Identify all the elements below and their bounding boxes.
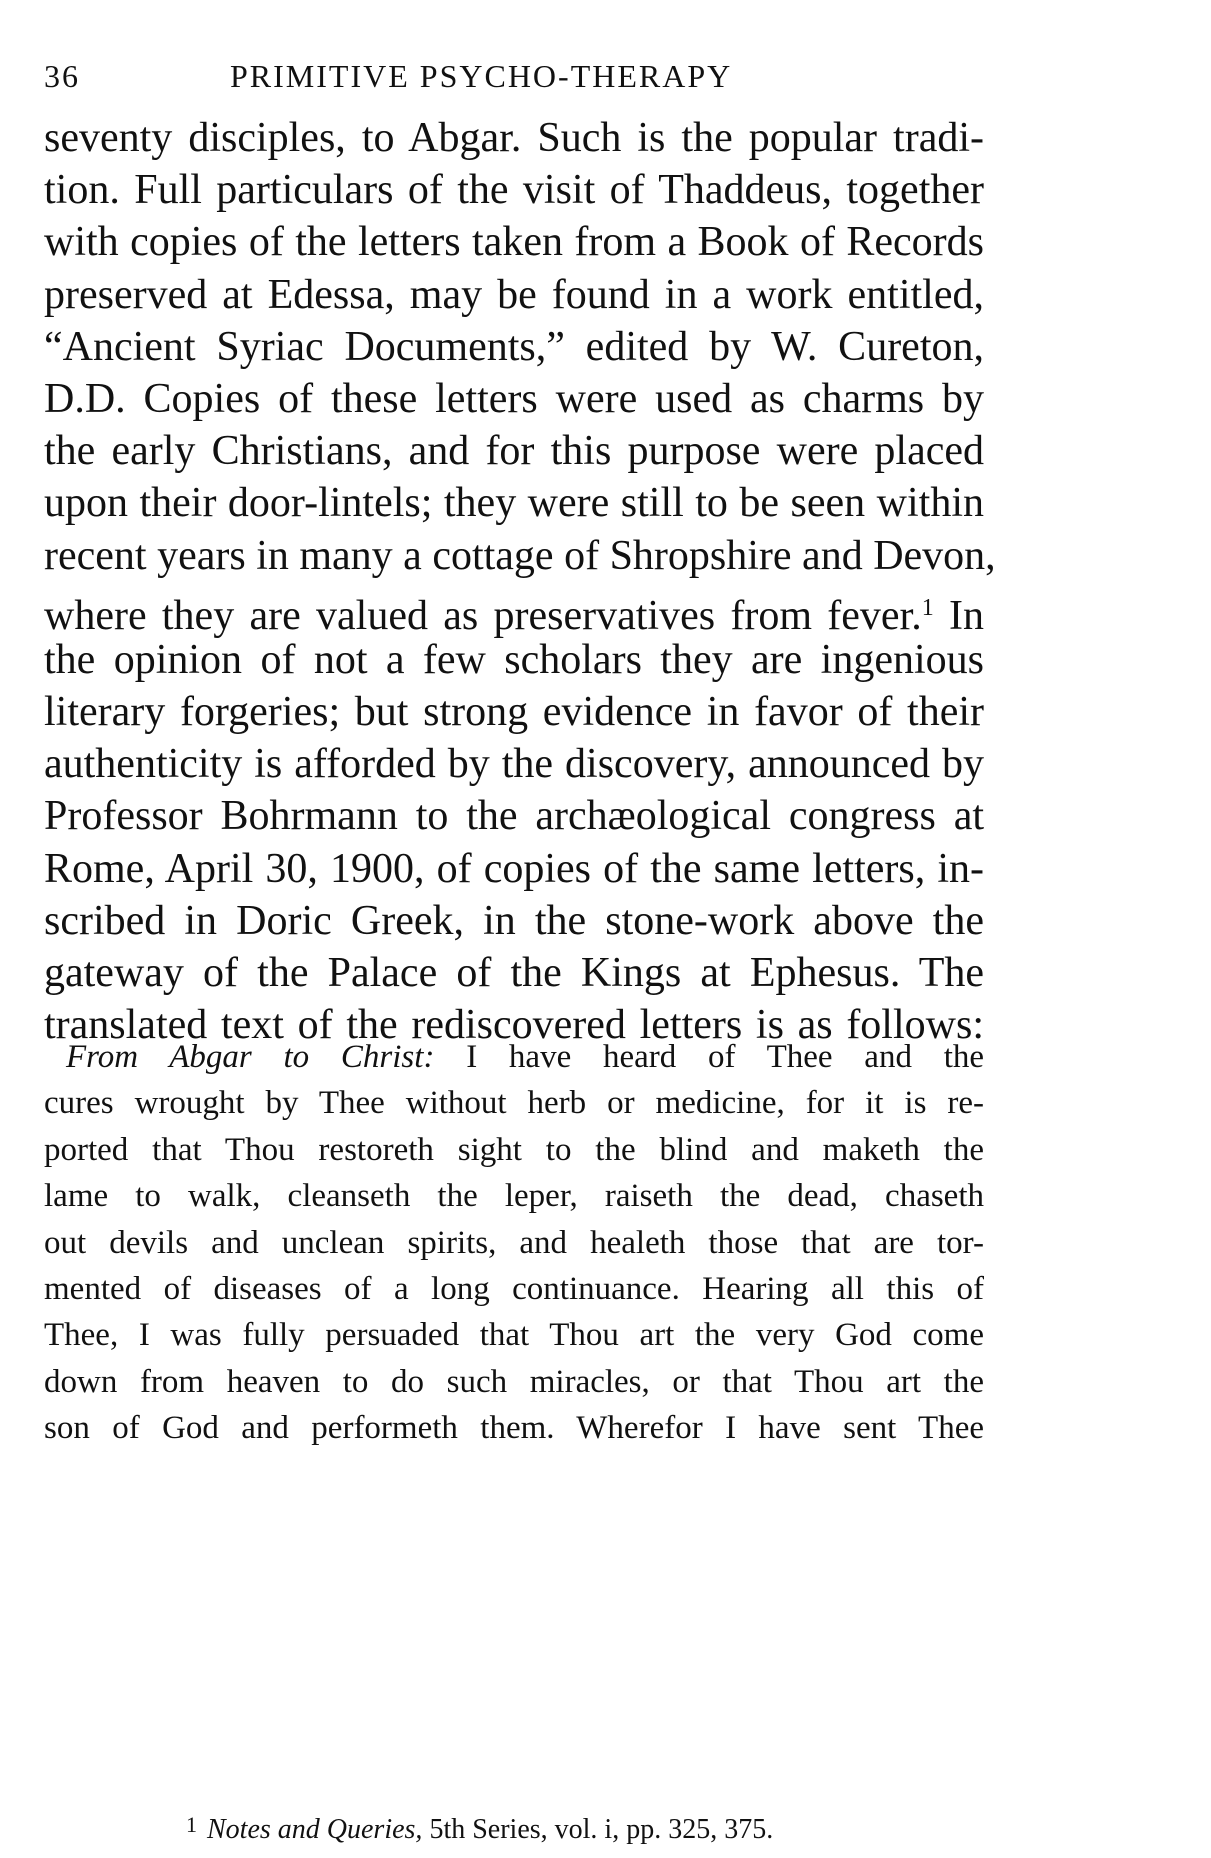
text-segment: In — [949, 592, 985, 639]
quote-line: mented of diseases of a long continuance. Hearing all this of — [44, 1270, 984, 1307]
text-line: Professor Bohrmann to the archæological congress at — [44, 793, 984, 840]
quote-line: son of God and performeth them. Wherefor I have sent Thee — [44, 1410, 984, 1447]
text-segment: I have heard of Thee and the — [466, 1039, 985, 1075]
quote-line: cures wrought by Thee without herb or medicine, for it is re- — [44, 1085, 984, 1122]
letter-heading: From Abgar to Christ: — [66, 1039, 435, 1075]
main-paragraph — [44, 112, 996, 1051]
footnote-details: 5th Series, vol. i, pp. 325, 375. — [429, 1814, 774, 1845]
quote-line: out devils and unclean spirits, and healeth those that are tor- — [44, 1224, 984, 1261]
quote-line: Thee, I was fully persuaded that Thou art the very God come — [44, 1317, 984, 1354]
text-line-with-footnote — [44, 582, 985, 639]
text-line: gateway of the Palace of the Kings at Ephesus. The — [44, 950, 984, 996]
text-line: seventy disciples, to Abgar. Such is the popular tradi- — [44, 115, 984, 161]
page-number: 36 — [44, 58, 80, 94]
footnote-reference: 1 — [921, 594, 934, 621]
text-line: authenticity is afforded by the discovery, announced by — [44, 741, 984, 788]
text-line: the opinion of not a few scholars they are ingenious — [44, 636, 984, 683]
text-line: scribed in Doric Greek, in the stone-work above the — [44, 897, 984, 944]
quote-first-line — [44, 1034, 984, 1080]
footnote-source: Notes and Queries, — [207, 1814, 423, 1845]
text-line: the early Christians, and for this purpose were placed — [44, 428, 984, 475]
text-segment: where they are valued as preservatives from fever. — [44, 592, 922, 639]
quote-line: ported that Thou restoreth sight to the blind and maketh the — [44, 1131, 984, 1168]
running-title: PRIMITIVE PSYCHO-THERAPY — [230, 58, 733, 94]
text-line: Rome, April 30, 1900, of copies of the same letters, in- — [44, 845, 984, 892]
text-line: tion. Full particulars of the visit of Thaddeus, together — [44, 167, 984, 214]
page-header — [44, 58, 974, 98]
text-line: preserved at Edessa, may be found in a work entitled, — [44, 271, 984, 318]
quoted-letter — [44, 1034, 984, 1452]
text-line: D.D. Copies of these letters were used as charms by — [44, 375, 984, 422]
quote-line: down from heaven to do such miracles, or that Thou art the — [44, 1363, 984, 1400]
footnote — [186, 1808, 986, 1847]
text-line: literary forgeries; but strong evidence in favor of their — [44, 689, 984, 736]
text-line: translated text of the rediscovered letters is as follows: — [44, 1002, 984, 1049]
footnote-mark: 1 — [186, 1812, 197, 1837]
text-line: with copies of the letters taken from a Book of Records — [44, 219, 984, 266]
quote-line: lame to walk, cleanseth the leper, raiseth the dead, chaseth — [44, 1178, 984, 1215]
text-line: upon their door-lintels; they were still to be seen within — [44, 480, 984, 527]
text-line: recent years in many a cottage of Shropshire and Devon, — [44, 532, 996, 579]
text-line: “Ancient Syriac Documents,” edited by W. Cureton, — [44, 323, 984, 370]
